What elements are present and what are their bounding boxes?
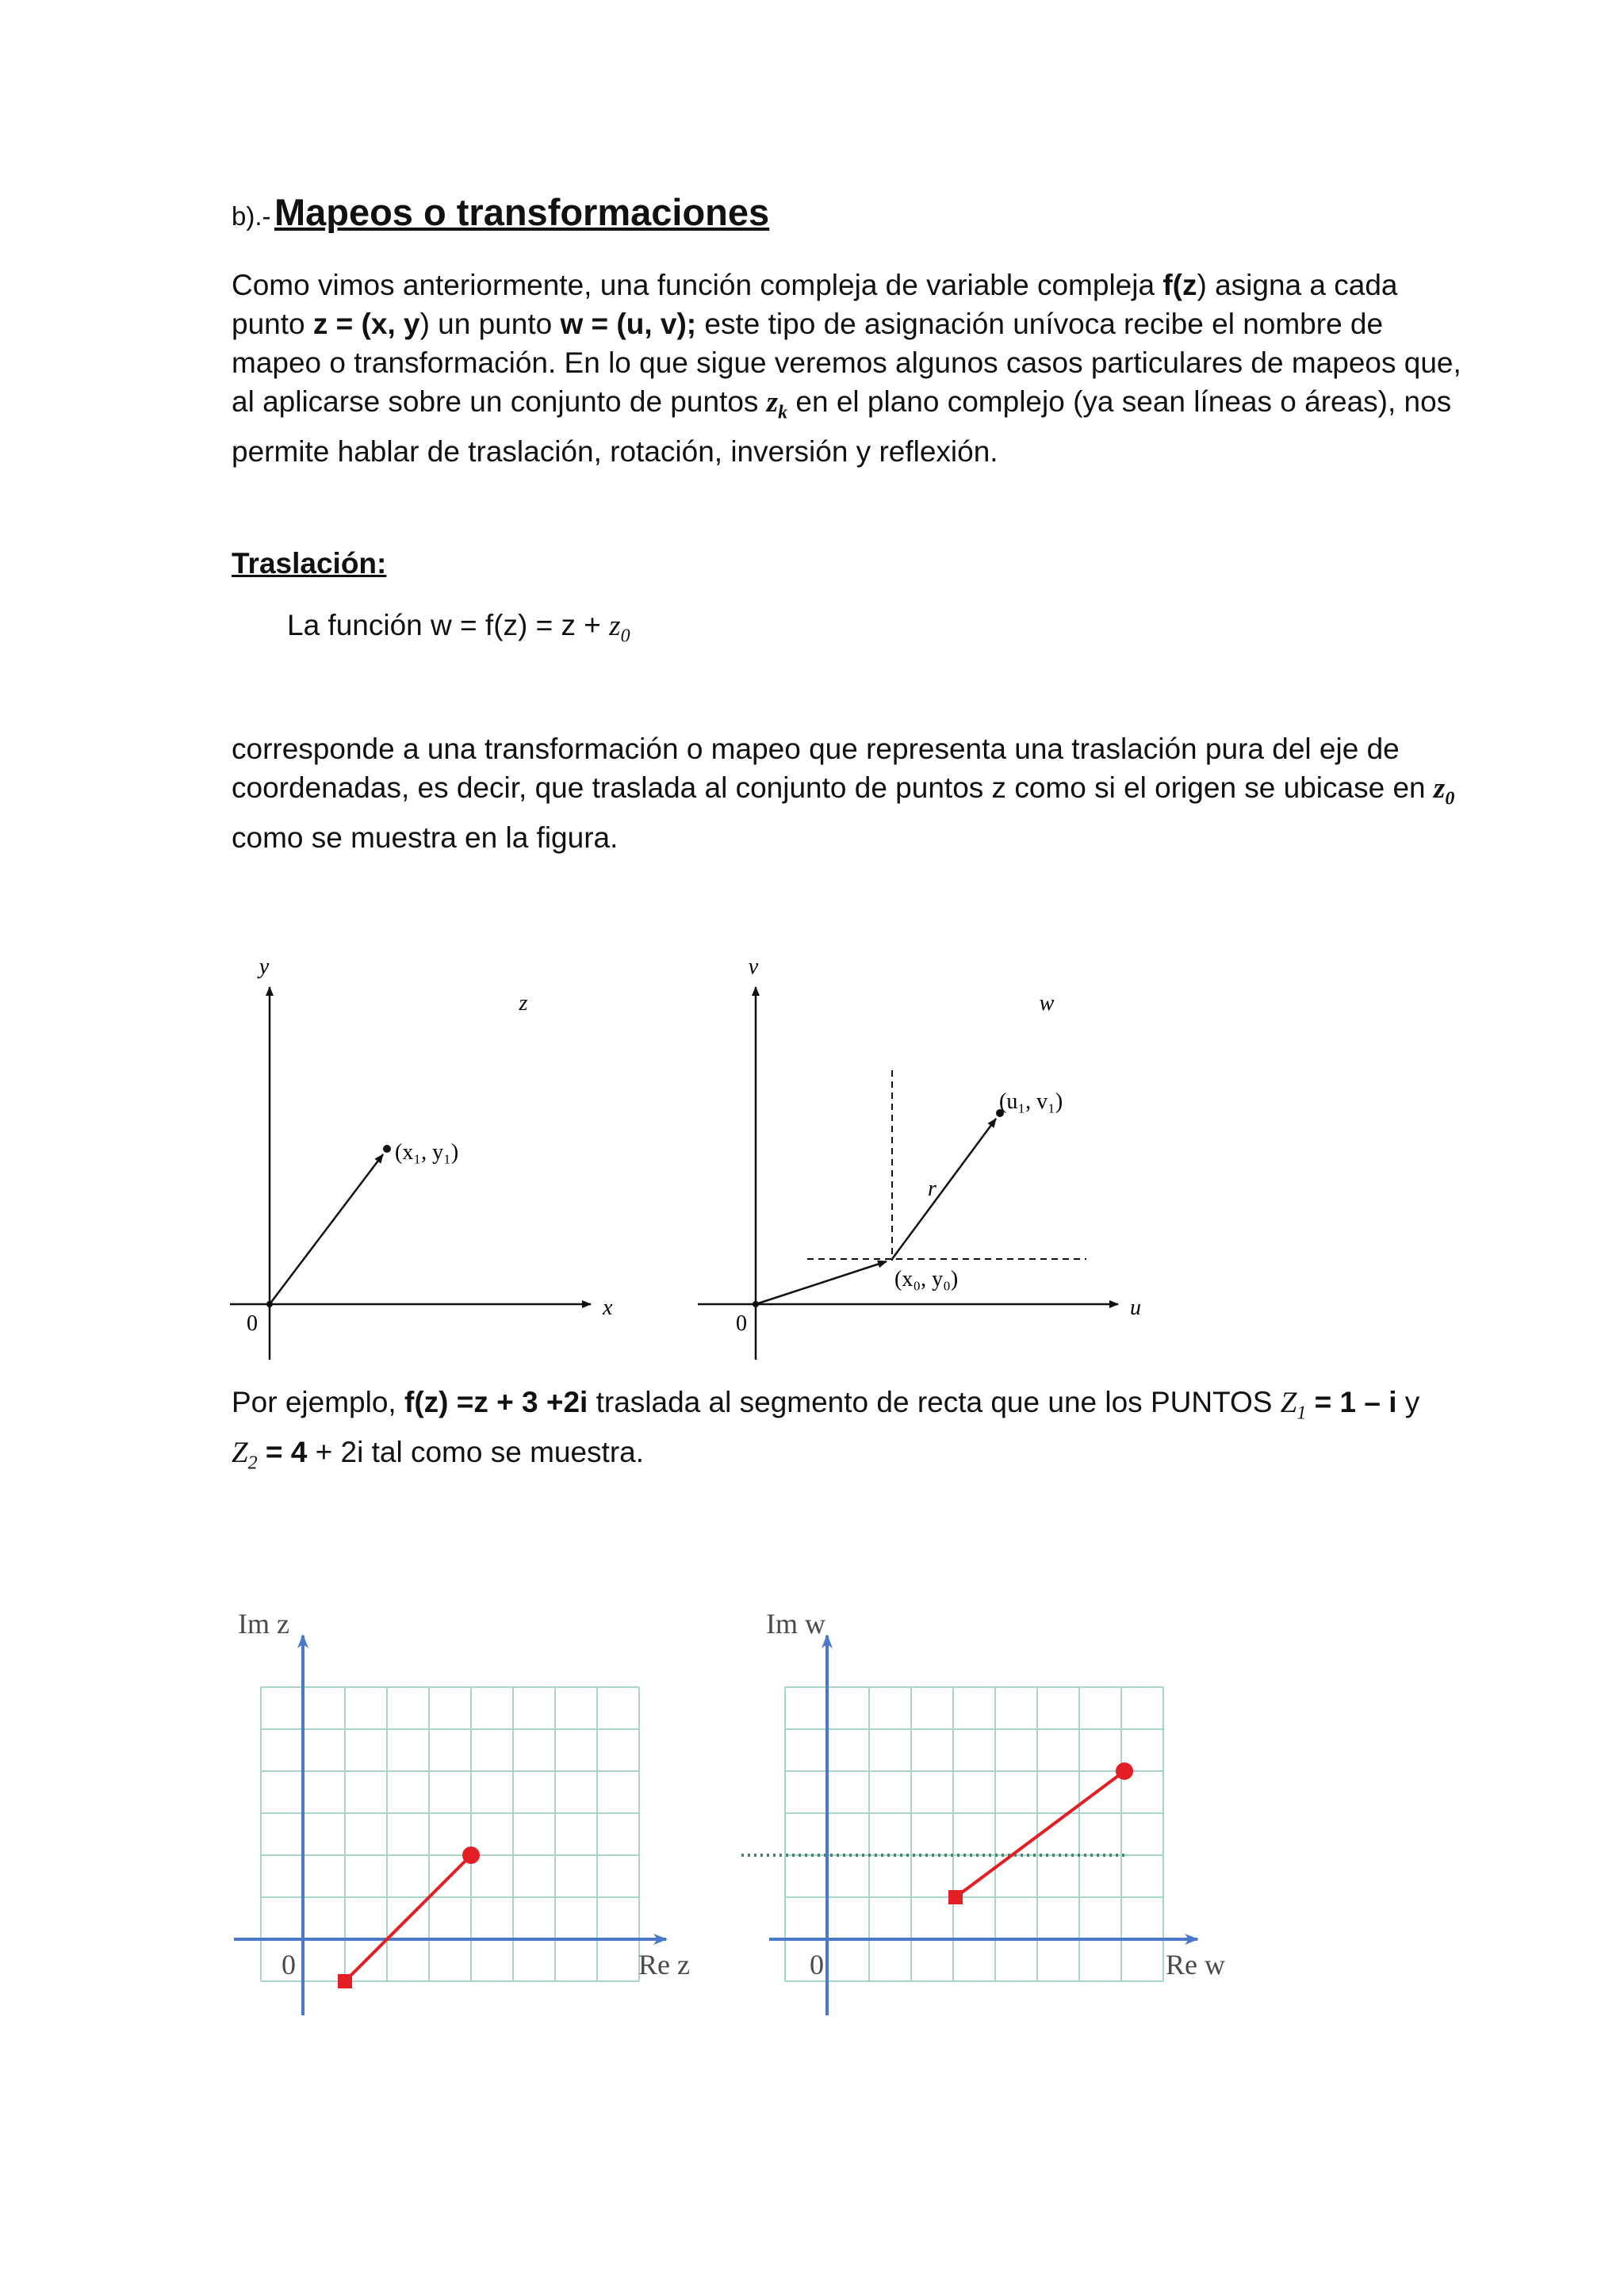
r-label: r xyxy=(928,1177,936,1201)
traslacion-paragraph xyxy=(232,729,1455,857)
w-plane-diagram xyxy=(698,955,1141,1360)
origin-label: 0 xyxy=(736,1311,747,1336)
base-point-label: (x₀, y₀) xyxy=(894,1267,959,1292)
point-dot xyxy=(383,1145,391,1153)
y-axis-label: y xyxy=(259,955,270,979)
point-label: (x₁, y₁) xyxy=(395,1140,459,1165)
segment-start-square xyxy=(338,1974,352,1988)
example-figure xyxy=(222,1594,1253,2038)
traslacion-title: Traslación: xyxy=(232,547,387,580)
section-title: Mapeos o transformaciones xyxy=(274,191,770,233)
origin-label: 0 xyxy=(810,1949,824,1980)
translation-figure xyxy=(214,943,1182,1372)
offset-vector xyxy=(756,1261,887,1304)
traslacion-line-3: como se muestra en la figura. xyxy=(232,821,619,855)
example-line-1: Por ejemplo, f(z) =z + 3 +2i traslada al segmento de recta que une los PUNTOS $Z_1 = 1 - i$ y xyxy=(232,1386,1420,1424)
re-axis-label: Re z xyxy=(638,1949,690,1980)
origin-dot xyxy=(753,1301,759,1307)
traslacion-formula: La función $w = f(z) = z + z_0$ xyxy=(287,609,630,647)
origin-label: 0 xyxy=(282,1949,296,1980)
x-axis-label: x xyxy=(603,1295,613,1320)
example-paragraph xyxy=(232,1383,1420,1483)
origin-label: 0 xyxy=(247,1311,258,1336)
im-axis-label: Im z xyxy=(238,1608,289,1640)
segment-line xyxy=(345,1855,471,1981)
example-line-2: $Z_2 = 4 + 2i$ tal como se muestra. xyxy=(232,1436,645,1474)
r-vector xyxy=(892,1119,996,1259)
z-plane-diagram xyxy=(230,955,613,1360)
section-heading xyxy=(232,190,769,246)
segment-end-dot xyxy=(1116,1762,1133,1780)
image-point-label: (u₁, v₁) xyxy=(999,1089,1063,1114)
grid xyxy=(785,1687,1163,1981)
im-axis-label: Im w xyxy=(766,1608,825,1640)
intro-line-1: Como vimos anteriormente, una función compleja de variable compleja f(z) asigna a cada xyxy=(232,269,1398,301)
v-axis-label: v xyxy=(748,955,759,979)
plane-label: w xyxy=(1039,991,1055,1016)
vector-arrow xyxy=(270,1154,383,1304)
u-axis-label: u xyxy=(1130,1295,1141,1320)
grid xyxy=(261,1687,639,1981)
intro-line-3: mapeo o transformación. En lo que sigue veremos algunos casos particulares de mapeos que, xyxy=(232,346,1461,379)
z-plane-plot xyxy=(234,1608,690,2015)
intro-paragraph xyxy=(232,266,1461,471)
traslacion-line-1: corresponde a una transformación o mapeo que representa una traslación pura del eje de xyxy=(232,733,1400,765)
plane-label: z xyxy=(519,991,528,1016)
intro-line-5: permite hablar de traslación, rotación, inversión y reflexión. xyxy=(232,435,998,469)
segment-start-square xyxy=(948,1890,963,1904)
section-prefix: b).- xyxy=(232,201,271,231)
segment-line xyxy=(956,1771,1124,1897)
intro-line-2: punto z = (x, y) un punto w = (u, v); este tipo de asignación unívoca recibe el nombre de xyxy=(232,308,1384,340)
w-plane-plot xyxy=(741,1608,1225,2015)
origin-dot xyxy=(266,1301,273,1307)
traslacion-line-2: coordenadas, es decir, que traslada al conjunto de puntos z como si el origen se ubicase en $z_0$ xyxy=(232,771,1455,809)
re-axis-label: Re w xyxy=(1166,1949,1225,1980)
intro-line-4: al aplicarse sobre un conjunto de puntos $z_k$ en el plano complejo (ya sean líneas o áreas), nos xyxy=(232,385,1452,423)
segment-end-dot xyxy=(462,1846,480,1864)
